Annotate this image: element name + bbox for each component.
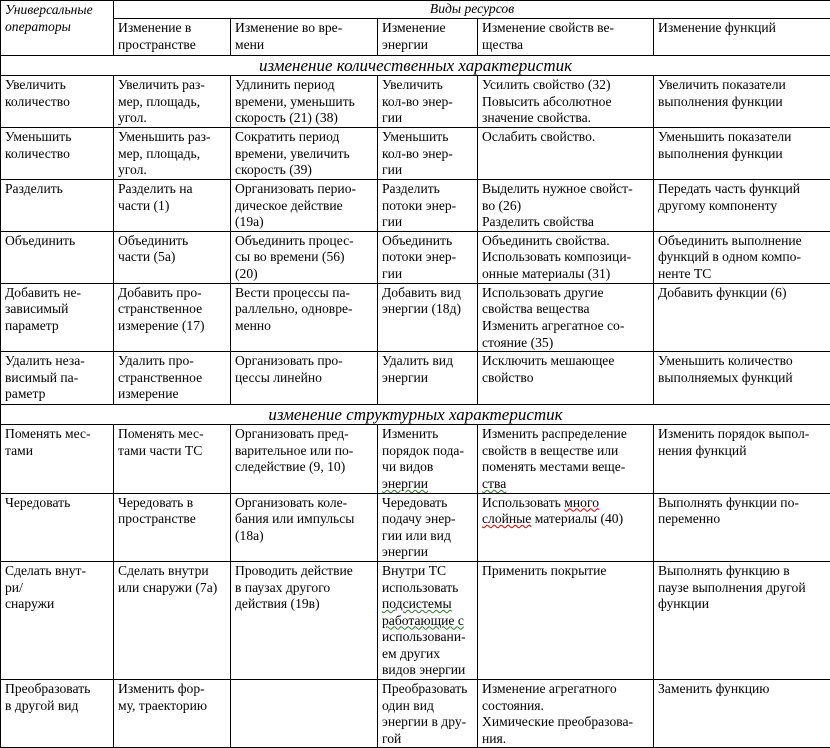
- column-header-time: Изменение во вре- мени: [231, 19, 378, 56]
- cell-text-line: Организовать коле-: [235, 495, 373, 512]
- column-header-energy: Изменение энергии: [378, 19, 478, 56]
- substance-cell: [478, 680, 654, 748]
- cell-text-line: Изменить: [382, 426, 473, 443]
- cell-text-line: мер, площадь,: [118, 94, 226, 111]
- cell-text-line: скорость (21) (38): [235, 110, 373, 127]
- cell-text-line: энергии (18д): [382, 301, 473, 318]
- cell-text-line: Уменьшить показатели: [658, 129, 826, 146]
- cell-text-line: Разделить: [382, 181, 473, 198]
- cell-text-line: использовать: [382, 580, 473, 597]
- space-cell: [114, 352, 231, 405]
- substance-cell: [478, 493, 654, 561]
- section-quantitative: изменение количественных характеристик: [1, 56, 830, 76]
- cell-text-line: Выполнять функцию в: [658, 563, 826, 580]
- cell-text-line: параметр: [5, 318, 109, 335]
- corner-label-line: операторы: [5, 19, 109, 36]
- space-cell: [114, 283, 231, 351]
- cell-text-line: (18а): [235, 528, 373, 545]
- cell-text-line: гии: [382, 162, 473, 179]
- energy-cell: [378, 231, 478, 283]
- cell-text-line: Организовать про-: [235, 353, 373, 370]
- cell-text-line: энергии: [382, 370, 473, 387]
- functions-cell: [654, 283, 830, 351]
- cell-text-line: нения функций: [658, 443, 826, 460]
- cell-text-line: Проводить действие: [235, 563, 373, 580]
- cell-text-line: во (26): [482, 198, 649, 215]
- cell-text-line: свойств в веществе или: [482, 443, 649, 460]
- cell-text-line: Объединить свойства.: [482, 233, 649, 250]
- time-cell: [231, 76, 378, 128]
- substance-cell: [478, 425, 654, 493]
- cell-text-line: Повысить абсолютное: [482, 94, 649, 111]
- cell-text-line: угол.: [118, 110, 226, 127]
- cell-text-line: бания или импульсы: [235, 511, 373, 528]
- cell-text-line: Использовать композици-: [482, 249, 649, 266]
- time-cell: [231, 352, 378, 405]
- cell-text-line: Применить покрытие: [482, 563, 649, 580]
- cell-text-line: паузе выполнения другой: [658, 580, 826, 597]
- cell-text-line: подачу энер-: [382, 511, 473, 528]
- cell-text-line: ем других: [382, 646, 473, 663]
- cell-text-line: поменять местами веще-: [482, 459, 649, 476]
- cell-text-line: переменно: [658, 511, 826, 528]
- cell-text-line: потоки энер-: [382, 198, 473, 215]
- cell-text-line: Передать часть функций: [658, 181, 826, 198]
- cell-text-line: Внутри ТС: [382, 563, 473, 580]
- cell-text-line: Чередовать: [5, 495, 109, 512]
- energy-cell: [378, 425, 478, 493]
- functions-cell: [654, 352, 830, 405]
- cell-text-line: Разделить свойства: [482, 214, 649, 231]
- cell-text-line: выполнения функции: [658, 94, 826, 111]
- energy-cell: [378, 352, 478, 405]
- cell-text-line: Добавить не-: [5, 285, 109, 302]
- cell-text-line: следействие (9, 10): [235, 459, 373, 476]
- operator-cell: [1, 76, 114, 128]
- space-cell: [114, 231, 231, 283]
- operator-cell: [1, 283, 114, 351]
- cell-text-line: Увеличить показатели: [658, 77, 826, 94]
- substance-cell: [478, 231, 654, 283]
- cell-text-line: тами: [5, 443, 109, 460]
- energy-cell: [378, 128, 478, 180]
- space-cell: [114, 76, 231, 128]
- cell-text-line: Удалить неза-: [5, 353, 109, 370]
- cell-text-line: свойство: [482, 370, 649, 387]
- cell-text-line: Ослабить свойство.: [482, 129, 649, 146]
- cell-text-line: ства: [482, 476, 649, 493]
- corner-header: [1, 1, 114, 56]
- cell-text-line: свойства вещества: [482, 301, 649, 318]
- cell-text-line: Заменить функцию: [658, 681, 826, 698]
- cell-text-line: времени, уменьшить: [235, 94, 373, 111]
- cell-text-line: энергии: [382, 544, 473, 561]
- cell-text-line: Использовать другие: [482, 285, 649, 302]
- functions-cell: [654, 180, 830, 232]
- cell-text-line: Изменение агрегатного: [482, 681, 649, 698]
- space-cell: [114, 493, 231, 561]
- cell-text-line: Объединить: [382, 233, 473, 250]
- cell-text-line: Удалить про-: [118, 353, 226, 370]
- cell-text-line: Усилить свойство (32): [482, 77, 649, 94]
- table-row: [1, 352, 830, 405]
- cell-text-line: один вид: [382, 698, 473, 715]
- cell-text-line: количество: [5, 94, 109, 111]
- cell-text-line: Сделать внут-: [5, 563, 109, 580]
- cell-text-line: части (1): [118, 198, 226, 215]
- cell-text-line: Чередовать: [382, 495, 473, 512]
- cell-text-line: Изменить порядок выпол-: [658, 426, 826, 443]
- time-cell: [231, 231, 378, 283]
- cell-text-line: измерение (17): [118, 318, 226, 335]
- cell-text-line: тами части ТС: [118, 443, 226, 460]
- cell-text-line: ненте ТС: [658, 266, 826, 283]
- table-row: [1, 561, 830, 679]
- substance-cell: [478, 128, 654, 180]
- table-row: [1, 493, 830, 561]
- table-row: [1, 680, 830, 748]
- time-cell: [231, 283, 378, 351]
- cell-text-line: Объединить: [5, 233, 109, 250]
- cell-text-line: Изменить агрегатное со-: [482, 318, 649, 335]
- cell-text-line: Организовать перио-: [235, 181, 373, 198]
- cell-text-line: ри/: [5, 580, 109, 597]
- cell-text-line: снаружи: [5, 596, 109, 613]
- table-row: [1, 283, 830, 351]
- cell-text-line: Уменьшить: [5, 129, 109, 146]
- time-cell: [231, 128, 378, 180]
- cell-text-line: Преобразовать: [5, 681, 109, 698]
- cell-text-line: (20): [235, 266, 373, 283]
- time-cell: [231, 680, 378, 748]
- cell-text-line: стояние (35): [482, 335, 649, 352]
- cell-text-line: Удалить вид: [382, 353, 473, 370]
- table-row: [1, 180, 830, 232]
- cell-text-line: Преобразовать: [382, 681, 473, 698]
- cell-text-line: странственное: [118, 370, 226, 387]
- cell-text-line: кол-во энер-: [382, 94, 473, 111]
- cell-text-line: Использовать много: [482, 495, 649, 512]
- cell-text-line: Поменять мес-: [118, 426, 226, 443]
- table-row: [1, 231, 830, 283]
- cell-text-line: гии: [382, 110, 473, 127]
- space-cell: [114, 425, 231, 493]
- energy-cell: [378, 76, 478, 128]
- cell-text-line: Добавить вид: [382, 285, 473, 302]
- operator-cell: [1, 231, 114, 283]
- energy-cell: [378, 180, 478, 232]
- substance-cell: [478, 561, 654, 679]
- cell-text-line: му, траекторию: [118, 698, 226, 715]
- cell-text-line: кол-во энер-: [382, 146, 473, 163]
- cell-text-line: действия (19в): [235, 596, 373, 613]
- cell-text-line: Сделать внутри: [118, 563, 226, 580]
- resources-header: Виды ресурсов: [114, 1, 830, 19]
- time-cell: [231, 493, 378, 561]
- cell-text-line: состояния.: [482, 698, 649, 715]
- cell-text-line: дическое действие: [235, 198, 373, 215]
- cell-text-line: Вести процессы па-: [235, 285, 373, 302]
- cell-text-line: угол.: [118, 162, 226, 179]
- cell-text-line: части (5а): [118, 249, 226, 266]
- cell-text-line: Удлинить период: [235, 77, 373, 94]
- energy-cell: [378, 283, 478, 351]
- cell-text-line: Объединить процес-: [235, 233, 373, 250]
- cell-text-line: Чередовать в: [118, 495, 226, 512]
- cell-text-line: или снаружи (7а): [118, 580, 226, 597]
- functions-cell: [654, 680, 830, 748]
- cell-text-line: подсистемы: [382, 596, 473, 613]
- table-row: [1, 128, 830, 180]
- cell-text-line: скорость (39): [235, 162, 373, 179]
- cell-text-line: Увеличить: [382, 77, 473, 94]
- operator-cell: [1, 680, 114, 748]
- cell-text-line: энергии в дру-: [382, 714, 473, 731]
- cell-text-line: гии: [382, 266, 473, 283]
- cell-text-line: Разделить на: [118, 181, 226, 198]
- functions-cell: [654, 561, 830, 679]
- cell-text-line: значение свойства.: [482, 110, 649, 127]
- corner-label-line: Универсальные: [5, 2, 109, 19]
- cell-text-line: сы во времени (56): [235, 249, 373, 266]
- cell-text-line: функции: [658, 596, 826, 613]
- operator-cell: [1, 493, 114, 561]
- cell-text-line: Химические преобразова-: [482, 714, 649, 731]
- cell-text-line: Добавить про-: [118, 285, 226, 302]
- cell-text-line: порядок пода-: [382, 443, 473, 460]
- cell-text-line: в другой вид: [5, 698, 109, 715]
- cell-text-line: слойные материалы (40): [482, 511, 649, 528]
- functions-cell: [654, 128, 830, 180]
- energy-cell: [378, 561, 478, 679]
- space-cell: [114, 561, 231, 679]
- cell-text-line: висимый па-: [5, 370, 109, 387]
- section-structural: изменение структурных характеристик: [1, 405, 830, 425]
- cell-text-line: гии или вид: [382, 528, 473, 545]
- column-header-functions: Изменение функций: [654, 19, 830, 56]
- cell-text-line: гой: [382, 731, 473, 748]
- cell-text-line: раметр: [5, 386, 109, 403]
- substance-cell: [478, 180, 654, 232]
- cell-text-line: другому компоненту: [658, 198, 826, 215]
- cell-text-line: Увеличить: [5, 77, 109, 94]
- column-header-space: Изменение в пространстве: [114, 19, 231, 56]
- time-cell: [231, 561, 378, 679]
- cell-text-line: измерение: [118, 386, 226, 403]
- cell-text-line: Изменить фор-: [118, 681, 226, 698]
- time-cell: [231, 425, 378, 493]
- energy-cell: [378, 680, 478, 748]
- table-row: [1, 76, 830, 128]
- cell-text-line: Объединить выполнение: [658, 233, 826, 250]
- cell-text-line: Объединить: [118, 233, 226, 250]
- cell-text-line: выполняемых функций: [658, 370, 826, 387]
- operator-cell: [1, 180, 114, 232]
- cell-text-line: в паузах другого: [235, 580, 373, 597]
- cell-text-line: раллельно, одновре-: [235, 301, 373, 318]
- functions-cell: [654, 493, 830, 561]
- cell-text-line: Увеличить раз-: [118, 77, 226, 94]
- cell-text-line: Поменять мес-: [5, 426, 109, 443]
- cell-text-line: Выделить нужное свойст-: [482, 181, 649, 198]
- time-cell: [231, 180, 378, 232]
- cell-text-line: Исключить мешающее: [482, 353, 649, 370]
- cell-text-line: видов энергии: [382, 662, 473, 679]
- cell-text-line: Уменьшить количество: [658, 353, 826, 370]
- cell-text-line: (19а): [235, 214, 373, 231]
- cell-text-line: Уменьшить: [382, 129, 473, 146]
- cell-text-line: пространстве: [118, 511, 226, 528]
- cell-text-line: гии: [382, 214, 473, 231]
- cell-text-line: количество: [5, 146, 109, 163]
- space-cell: [114, 680, 231, 748]
- cell-text-line: Выполнять функции по-: [658, 495, 826, 512]
- cell-text-line: выполнения функции: [658, 146, 826, 163]
- cell-text-line: варительное или по-: [235, 443, 373, 460]
- functions-cell: [654, 231, 830, 283]
- cell-text-line: функций в одном компо-: [658, 249, 826, 266]
- substance-cell: [478, 283, 654, 351]
- cell-text-line: Организовать пред-: [235, 426, 373, 443]
- column-header-substance: Изменение свойств ве- щества: [478, 19, 654, 56]
- cell-text-line: Изменить распределение: [482, 426, 649, 443]
- cell-text-line: мер, площадь,: [118, 146, 226, 163]
- cell-text-line: цессы линейно: [235, 370, 373, 387]
- cell-text-line: использовани-: [382, 629, 473, 646]
- operator-cell: [1, 425, 114, 493]
- table-row: [1, 425, 830, 493]
- cell-text-line: Сократить период: [235, 129, 373, 146]
- cell-text-line: работающие с: [382, 613, 473, 630]
- substance-cell: [478, 76, 654, 128]
- cell-text-line: странственное: [118, 301, 226, 318]
- functions-cell: [654, 425, 830, 493]
- operator-cell: [1, 561, 114, 679]
- cell-text-line: потоки энер-: [382, 249, 473, 266]
- cell-text-line: чи видов энергии: [382, 459, 473, 492]
- functions-cell: [654, 76, 830, 128]
- cell-text-line: онные материалы (31): [482, 266, 649, 283]
- operator-cell: [1, 128, 114, 180]
- cell-text-line: Разделить: [5, 181, 109, 198]
- cell-text-line: Уменьшить раз-: [118, 129, 226, 146]
- cell-text-line: времени, увеличить: [235, 146, 373, 163]
- cell-text-line: зависимый: [5, 301, 109, 318]
- space-cell: [114, 180, 231, 232]
- energy-cell: [378, 493, 478, 561]
- cell-text-line: менно: [235, 318, 373, 335]
- cell-text-line: ния.: [482, 731, 649, 748]
- substance-cell: [478, 352, 654, 405]
- operator-cell: [1, 352, 114, 405]
- cell-text-line: Добавить функции (6): [658, 285, 826, 302]
- space-cell: [114, 128, 231, 180]
